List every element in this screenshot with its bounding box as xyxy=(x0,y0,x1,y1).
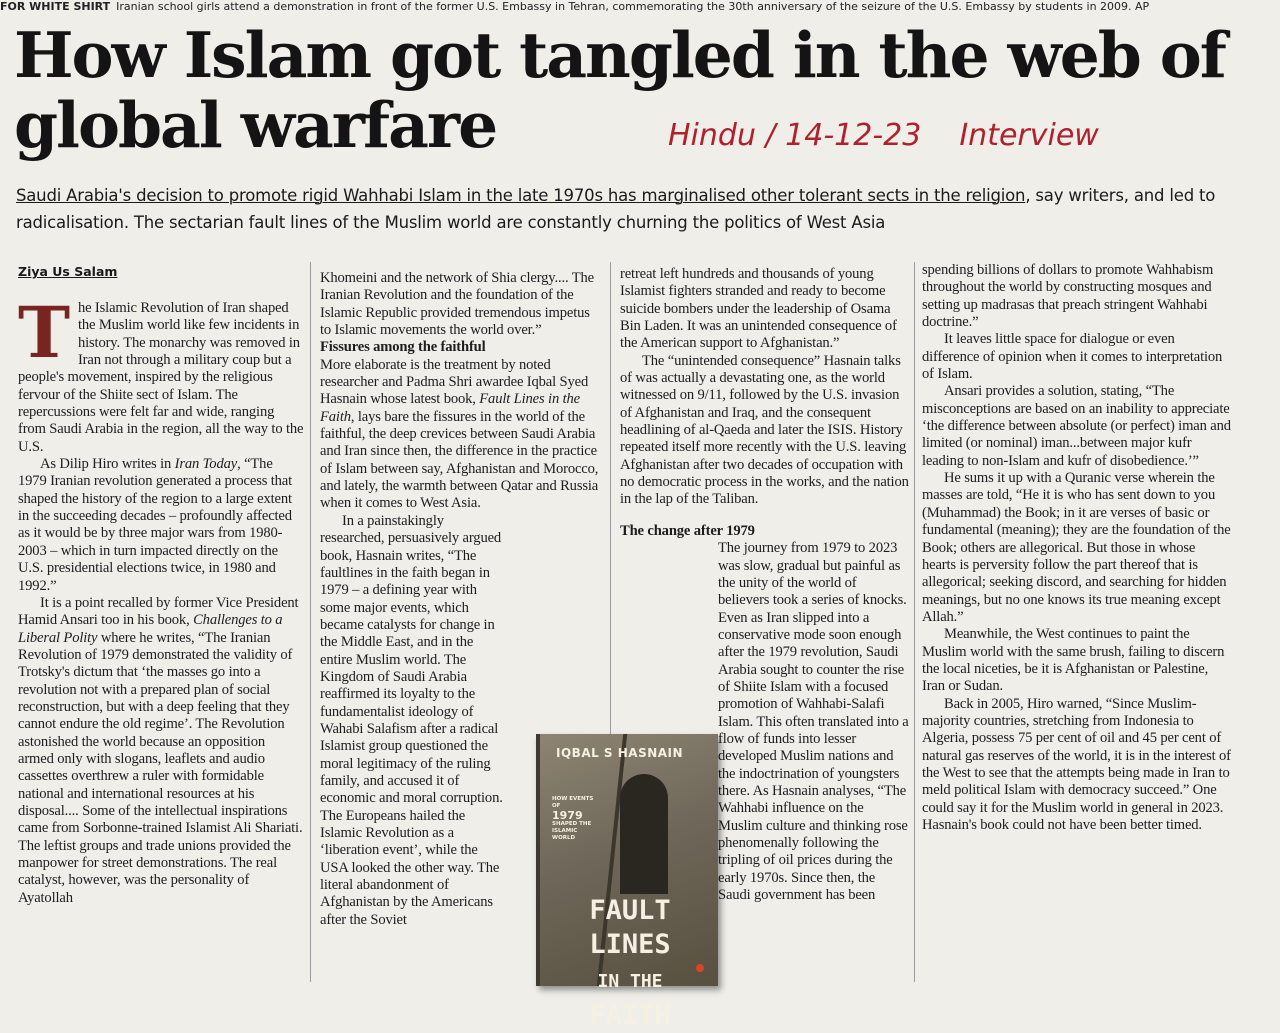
paragraph: he Islamic Revolution of Iran shaped the Muslim world like few incidents in history. The monarchy was removed in Iran not through a military coup but a people's movement, inspired by the religious fervour of the Shiite sect of Islam. The repercussions were felt far and wide, ranging from Saudi Arabia in the region, all the way to the U.S. xyxy=(18,300,304,455)
paragraph: He sums it up with a Quranic verse wherein the masses are told, “He it is who has sent down to you (Muhammad) the Book; in it are verses of basic or fundamental (meaning); they are the foundation of the Book; others are allegorical. But those in whose hearts is perversity follow the part thereof that is allegorical; seeking discord, and searching for hidden meanings, but no one knows its true meaning except Allah.” xyxy=(922,470,1231,625)
paragraph: Ansari provides a solution, stating, “The misconceptions are based on an inability to appreciate ‘the difference between absolute (or perfect) iman and limited (or nominal) iman...between major kufr leading to non-Islam and kufr of disobedience.’” xyxy=(922,383,1231,469)
handwritten-note: Hindu / 14-12-23 xyxy=(668,118,922,153)
publisher-logo-icon xyxy=(696,964,704,972)
article-column-4 xyxy=(922,262,1232,990)
headline: How Islam got tangled in the web of global warfare xyxy=(14,18,1225,162)
drop-cap: T xyxy=(18,291,70,374)
standfirst xyxy=(16,182,1256,236)
article-column-1 xyxy=(18,291,304,990)
handwritten-signature: Interview xyxy=(959,118,1099,153)
book-title: Fault Lines in the Faith xyxy=(320,391,580,425)
caption-text: Iranian school girls attend a demonstration in front of the former U.S. Embassy in Tehran, commemorating the 30th anniversary of the seizure of the U.S. Embassy by students in 2009. AP xyxy=(116,0,1150,13)
standfirst-underlined: Saudi Arabia's decision to promote rigid Wahhabi Islam in the late 1970s has marginalised other tolerant sects in the religion xyxy=(16,186,1026,205)
column-rule xyxy=(310,262,311,982)
paragraph: It leaves little space for dialogue or even difference of opinion when it comes to interpretation of Islam. xyxy=(922,331,1223,383)
paragraph: In a painstakingly researched, persuasively argued book, Hasnain writes, “The faultlines in the faith began in 1979 – a defining year with some major events, which became catalysts for change in the Middle East, and in the entire Muslim world. The Kingdom of Saudi Arabia reaffirmed its loyalty to the fundamentalist ideology of Wahabi Salafism after a radical Islamist group questioned the moral legitimacy of the ruling family, and accused it of economic and moral corruption. The Europeans hailed the Islamic Revolution as a ‘liberation event’, while the USA looked the other way. The literal abandonment of Afghanistan by the Americans after the Soviet xyxy=(320,512,503,928)
book-cover-arch xyxy=(620,774,668,894)
paragraph: Khomeini and the network of Shia clergy.... The Iranian Revolution and the foundation of the Islamic Republic provided tremendous impetus to Islamic movements the world over.” xyxy=(320,270,594,339)
caption-credit: FOR WHITE SHIRT xyxy=(0,0,111,13)
subheading: The change after 1979 xyxy=(620,522,755,539)
paragraph: spending billions of dollars to promote Wahhabism throughout the world by constructing mosques and setting up madrasas that preach stringent Wahhabi doctrine.” xyxy=(922,262,1214,331)
book-title: Iran Today xyxy=(174,456,238,473)
paragraph: Meanwhile, the West continues to paint the Muslim world with the same brush, failing to discern the local niceties, be it is Afghanistan or Palestine, Iran or Sudan. xyxy=(922,626,1225,695)
book-author: IQBAL S HASNAIN xyxy=(556,746,684,760)
book-cover-image xyxy=(536,734,718,1031)
column-rule xyxy=(914,262,915,982)
photo-caption xyxy=(0,0,1280,14)
standfirst-rest: , say writers, and led to radicalisation. The sectarian fault lines of the Muslim world are constantly churning the politics of West Asia xyxy=(16,186,1216,232)
paragraph: retreat left hundreds and thousands of young Islamist fighters stranded and ready to become suicide bombers under the leadership of Osama Bin Laden. It was an unintended consequence of the American support to Afghanistan.” xyxy=(620,266,897,352)
book-title: Challenges to a Liberal Polity xyxy=(18,612,283,646)
subheading: Fissures among the faithful xyxy=(320,339,486,356)
paragraph: As Dilip Hiro writes in Iran Today, “The 1979 Iranian revolution generated a process that shaped the history of the region to a large extent in the succeeding decades – profoundly affected as it would be by three major wars from 1980-2003 – which in turn impacted directly on the U.S. presidential elections twice, in 1980 and 1992.” xyxy=(18,456,293,594)
paragraph: The journey from 1979 to 2023 was slow, gradual but painful as the unity of the world of believers took a series of knocks. Even as Iran slipped into a conservative mode soon enough after the 1979 revolution, Saudi Arabia sought to counter the rise of Shiite Islam with a focused promotion of Wahhabi-Salafi Islam. This often translated into a flow of funds into lesser developed Muslim nations and the indoctrination of youngsters there. As Hasnain analyses, “The Wahhabi influence on the Muslim culture and thinking rose phenomenally following the tripling of oil prices during the early 1970s. Since then, the Saudi government has been xyxy=(718,540,909,904)
book-tagline: HOW EVENTS OF 1979 SHAPED THE ISLAMIC WORLD xyxy=(552,796,594,841)
paragraph: More elaborate is the treatment by noted researcher and Padma Shri awardee Iqbal Syed Hasnain whose latest book, Fault Lines in the Faith, lays bare the fissures in the world of the faithful, the deep crevices between Saudi Arabia and Iran since then, the difference in the practice of Islam between say, Afghanistan and Morocco, and lately, the warmth between Qatar and Russia when it comes to West Asia. xyxy=(320,356,599,512)
paragraph: The “unintended consequence” Hasnain talks of was actually a devastating one, as the world witnessed on 9/11, followed by the U.S. invasion of Afghanistan and Iraq, and the consequent headlining of al-Qaeda and later the ISIS. History repeated itself more recently with the U.S. leaving Afghanistan after two decades of occupation with no democratic process in the works, and the nation in the lap of the Taliban. xyxy=(620,352,909,508)
byline: Ziya Us Salam xyxy=(18,264,118,279)
handwritten-annotation xyxy=(668,118,1099,153)
paragraph: It is a point recalled by former Vice President Hamid Ansari too in his book, Challenges to a Liberal Polity where he writes, “The Iranian Revolution of 1979 demonstrated the validity of Trotsky's dictum that ‘the masses go into a revolution not with a prepared plan of social reconstruction, but with a deep feeling that they cannot endure the old regime’. The Revolution astonished the world because an opposition armed only with slogans, leaflets and audio cassettes overthrew a ruler with formidable national and international resources at his disposal.... Some of the intellectual inspirations came from Sorbonne-trained Islamist Ali Shariati. The leftist groups and trade unions provided the manpower for street demonstrations. The real catalyst, however, was the personality of Ayatollah xyxy=(18,594,303,906)
book-title-cover: FAULT LINES IN THE FAITH xyxy=(589,895,671,1031)
paragraph: Back in 2005, Hiro warned, “Since Muslim-majority countries, stretching from Indonesia to Algeria, possess 75 per cent of oil and 45 per cent of natural gas reserves of the world, it is in the interest of the West to see that the attempts being made in Iran to meld political Islam with democracy succeed.” One could say it for the Muslim world in general in 2023. Hasnain's book could not have been better timed. xyxy=(922,695,1231,833)
